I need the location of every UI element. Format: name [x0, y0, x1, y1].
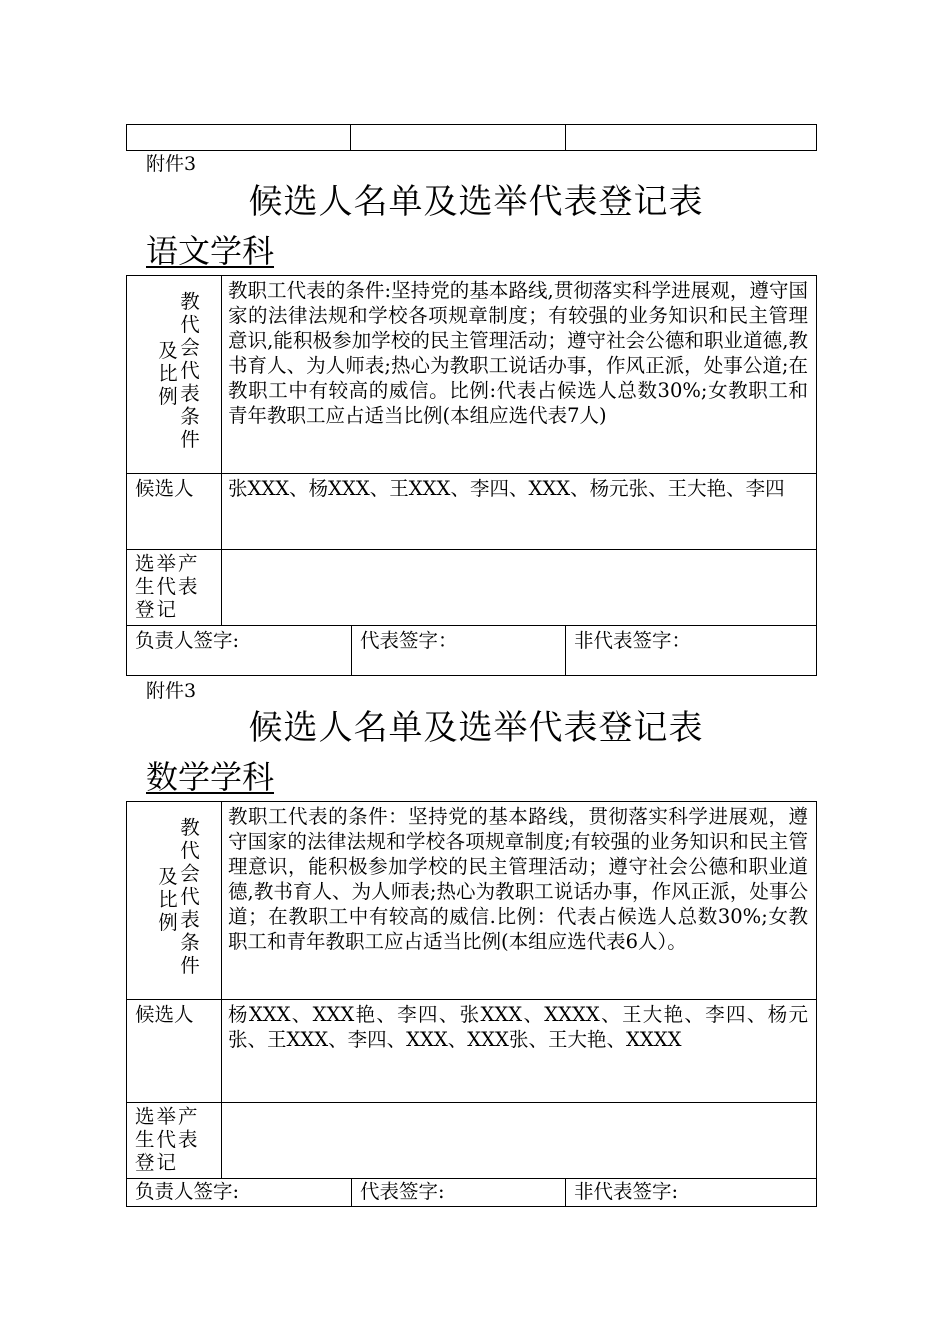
form-title: 候选人名单及选举代表登记表	[248, 708, 704, 748]
signature-row	[127, 1179, 817, 1207]
leader-signature-field[interactable]: 负责人签字:	[127, 626, 352, 676]
candidates-row	[127, 474, 817, 550]
attachment-label: 附件3	[146, 680, 197, 702]
conditions-text: 教职工代表的条件：坚持党的基本路线，贯彻落实科学进展观，遵守国家的法律法规和学校各项规章制度;有较强的业务知识和民主管理意识，能积极参加学校的民主管理活动；遵守社会公德和职业道德,教书育人、为人师表;热心为教职工说话办事，作风正派，处事公道；在教职工中有较高的威信.比例：代表占候选人总数30%;女教职工和青年教职工应占适当比例(本组应选代表6人）。	[222, 802, 817, 1000]
representative-signature-field[interactable]: 代表签字：	[352, 626, 566, 676]
conditions-row	[127, 802, 817, 1000]
elected-field[interactable]	[222, 1103, 817, 1179]
conditions-label-cell	[127, 276, 222, 474]
conditions-label-col2: 及比例	[158, 865, 178, 934]
elected-label: 选举产生代表登记	[135, 552, 200, 621]
non-representative-signature-field[interactable]: 非代表签字:	[566, 1179, 817, 1207]
top-cell-3	[566, 125, 817, 151]
conditions-label-col2: 及比例	[158, 339, 178, 408]
non-representative-signature-field[interactable]: 非代表签字：	[566, 626, 817, 676]
leader-signature-field[interactable]: 负责人签字:	[127, 1179, 352, 1207]
conditions-label-col1: 教代会代表条件	[180, 290, 200, 451]
candidates-text: 张XXX、杨XXX、王XXX、李四、XXX、杨元张、王大艳、李四	[222, 474, 817, 550]
conditions-label-col1: 教代会代表条件	[180, 816, 200, 977]
elected-label: 选举产生代表登记	[135, 1105, 200, 1174]
signature-row	[127, 626, 817, 676]
subject-title: 数学学科	[146, 758, 275, 796]
form-title: 候选人名单及选举代表登记表	[248, 182, 704, 222]
top-cell-1	[127, 125, 351, 151]
subject-title: 语文学科	[146, 232, 275, 270]
elected-row	[127, 1103, 817, 1179]
candidates-label: 候选人	[127, 1000, 222, 1103]
registration-table	[126, 275, 817, 676]
top-table-fragment	[126, 124, 817, 151]
conditions-row	[127, 276, 817, 474]
elected-field[interactable]	[222, 550, 817, 626]
representative-signature-field[interactable]: 代表签字:	[352, 1179, 566, 1207]
candidates-text: 杨XXX、XXX艳、李四、张XXX、XXXX、王大艳、李四、杨元张、王XXX、李四、XXX、XXX张、王大艳、XXXX	[222, 1000, 817, 1103]
conditions-text: 教职工代表的条件:坚持党的基本路线,贯彻落实科学进展观，遵守国家的法律法规和学校各项规章制度；有较强的业务知识和民主管理意识,能积极参加学校的民主管理活动；遵守社会公德和职业道德,教书育人、为人师表;热心为教职工说话办事，作风正派，处事公道;在教职工中有较高的威信。比例:代表占候选人总数30%;女教职工和青年教职工应占适当比例(本组应选代表7人)	[222, 276, 817, 474]
attachment-label: 附件3	[146, 153, 197, 175]
candidates-row	[127, 1000, 817, 1103]
candidates-label: 候选人	[127, 474, 222, 550]
top-cell-2	[351, 125, 566, 151]
conditions-label-cell	[127, 802, 222, 1000]
elected-row	[127, 550, 817, 626]
registration-table	[126, 801, 817, 1207]
